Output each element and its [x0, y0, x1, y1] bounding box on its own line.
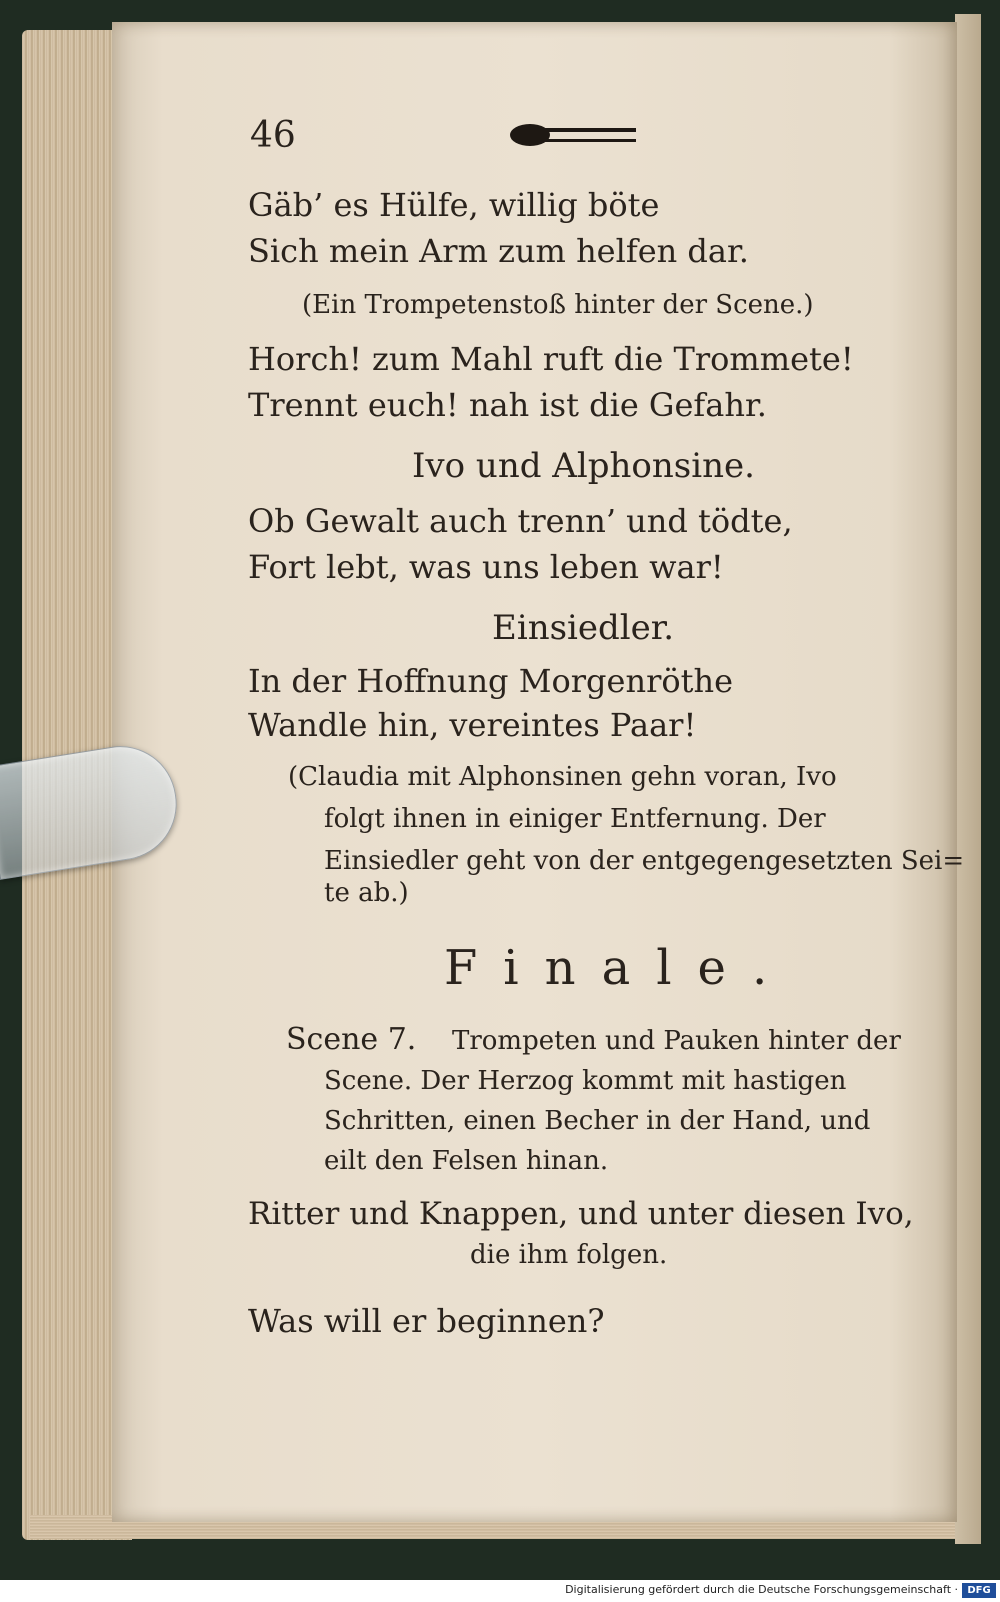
scene-direction-line: eilt den Felsen hinan. [324, 1146, 609, 1176]
verse-line: Fort lebt, was uns leben war! [248, 548, 724, 586]
footer-bar [0, 1580, 1000, 1602]
page-number: 46 [250, 115, 296, 156]
chorus-line: Ritter und Knappen, und unter diesen Ivo, [248, 1196, 914, 1232]
finale-heading: Finale. [444, 940, 794, 996]
speaker-name: Ivo und Alphonsine. [412, 446, 755, 486]
stage-direction-line: (Claudia mit Alphonsinen gehn voran, Ivo [288, 762, 837, 792]
stage-direction: (Ein Trompetenstoß hinter der Scene.) [302, 290, 814, 320]
verse-line: Sich mein Arm zum helfen dar. [248, 232, 749, 270]
scene-heading: Scene 7. [286, 1022, 417, 1057]
verse-line: Gäb’ es Hülfe, willig böte [248, 186, 660, 224]
speaker-name: Einsiedler. [492, 608, 675, 648]
verse-line: Trennt euch! nah ist die Gefahr. [248, 386, 767, 424]
ornament-rule [508, 122, 638, 148]
scene-direction-line: Schritten, einen Becher in der Hand, und [324, 1106, 871, 1136]
right-page-edge [955, 14, 981, 1544]
verse-line: Was will er beginnen? [248, 1302, 605, 1340]
verse-line: Horch! zum Mahl ruft die Trommete! [248, 340, 854, 378]
verse-line: Wandle hin, vereintes Paar! [248, 706, 697, 744]
funding-credit: Digitalisierung gefördert durch die Deutsche Forschungsgemeinschaft · [565, 1583, 958, 1596]
verse-line: Ob Gewalt auch trenn’ und tödte, [248, 502, 793, 540]
scene-direction-line: Trompeten und Pauken hinter der [452, 1026, 901, 1056]
stage-direction-line: Einsiedler geht von der entgegengesetzten Sei= [324, 846, 965, 876]
stage-direction-line: te ab.) [324, 878, 409, 908]
chorus-line: die ihm folgen. [470, 1240, 668, 1270]
stage-direction-line: folgt ihnen in einiger Entfernung. Der [324, 804, 826, 834]
dfg-logo: DFG [962, 1583, 996, 1598]
scene-direction-line: Scene. Der Herzog kommt mit hastigen [324, 1066, 847, 1096]
verse-line: In der Hoffnung Morgenröthe [248, 662, 734, 700]
